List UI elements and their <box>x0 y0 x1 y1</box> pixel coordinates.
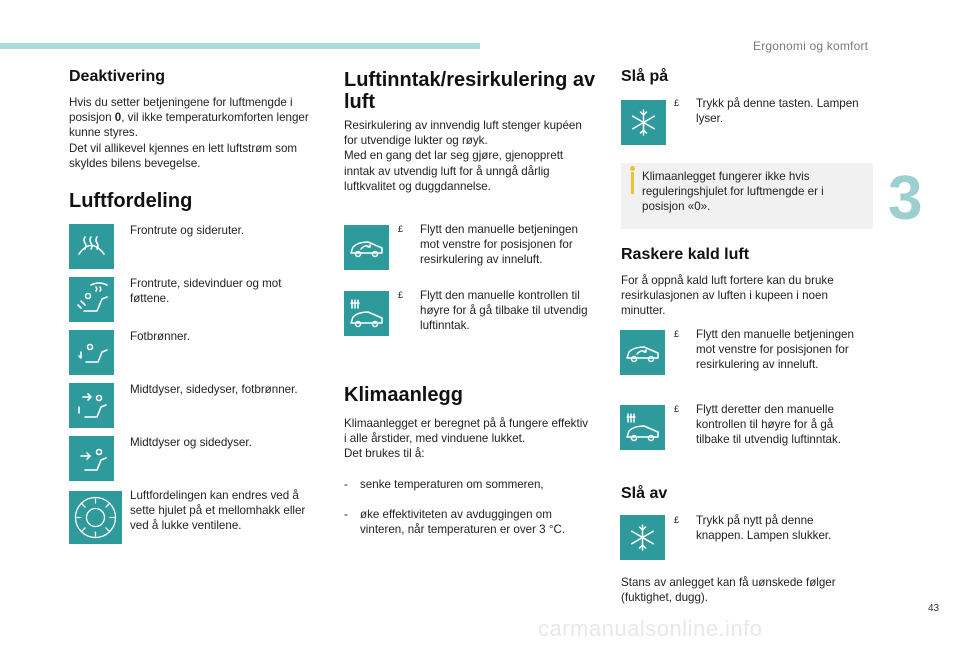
windshield-defrost-icon <box>69 224 114 269</box>
section-header-title: Ergonomi og komfort <box>753 39 869 53</box>
feet-vents-icon <box>69 330 114 375</box>
distribution-item-label: Midtdyser og sidedyser. <box>130 436 252 449</box>
distribution-dial-icon <box>69 491 122 544</box>
ac-snowflake-button-icon <box>620 515 665 560</box>
info-box <box>621 163 873 229</box>
faster-cold-step-left: £ Flytt den manuelle betjeningen mot venstre for posisjonen for resirkulering av inneluft. <box>674 328 854 372</box>
distribution-title: Luftfordeling <box>69 190 193 212</box>
distribution-item-label: Frontrute og sideruter. <box>130 224 245 237</box>
switch-on-step: £ Trykk på denne tasten. Lampen lyser. <box>674 97 859 126</box>
faster-cold-air-text: For å oppnå kald luft fortere kan du bruke resirkulasjonen av luften i kupeen i noen minutter. <box>621 274 834 318</box>
center-side-vents-icon <box>69 436 114 481</box>
air-conditioning-title: Klimaanlegg <box>344 384 463 406</box>
info-icon-bar <box>631 172 634 194</box>
recirculation-text: Resirkulering av innvendig luft stenger kupéen for utvendige lukter og røyk. Med en gang det lar seg gjøre, gjenopprett inntak av utvendig luft for å unngå dårlig luftkvalitet og duggdannelse. <box>344 119 582 193</box>
watermark: carmanualsonline.info <box>538 616 763 641</box>
recirculation-car-icon <box>620 330 665 375</box>
windshield-side-feet-icon <box>69 277 114 322</box>
header-accent-bar <box>0 43 480 49</box>
list-item: - øke effektiviteten av avduggingen om vinteren, når temperaturen er over 3 °C. <box>344 508 566 537</box>
outside-air-car-icon <box>620 405 665 450</box>
outside-air-car-icon <box>344 291 389 336</box>
ac-snowflake-button-icon <box>621 100 666 145</box>
list-item: - senke temperaturen om sommeren, <box>344 477 544 491</box>
distribution-item-label: Frontrute, sidevinduer og mot føttene. <box>130 277 282 305</box>
center-side-feet-vents-icon <box>69 383 114 428</box>
distribution-item-label: Luftfordelingen kan endres ved å sette hjulet på et mellomhakk eller ved å lukke ventilene. <box>130 489 306 532</box>
switch-off-title: Slå av <box>621 485 668 502</box>
recirculation-car-icon <box>344 225 389 270</box>
air-conditioning-text: Klimaanlegget er beregnet på å fungere effektiv i alle årstider, med vinduene lukket. Det brukes til å: - senke temperaturen om sommeren, - øke effektiviteten av avduggingen om vinteren, når temperaturen er over 3 °C. <box>344 416 609 553</box>
info-text: Klimaanlegget fungerer ikke hvis reguleringshjulet for luftmengde er i posisjon «0». <box>642 170 824 214</box>
outside-air-step-right: £ Flytt den manuelle kontrollen til høyre for å gå tilbake til utvendig luftinntak. <box>398 289 588 333</box>
distribution-item-label: Fotbrønner. <box>130 330 190 343</box>
page-number: 43 <box>928 603 940 614</box>
faster-cold-air-title: Raskere kald luft <box>621 246 750 263</box>
info-icon <box>630 166 635 171</box>
deactivation-title: Deaktivering <box>69 68 166 85</box>
faster-cold-step-right: £ Flytt deretter den manuelle kontrollen til høyre for å gå tilbake til utvendig luftinntak. <box>674 403 842 447</box>
distribution-item-label: Midtdyser, sidedyser, fotbrønner. <box>130 383 298 396</box>
deactivation-text: Hvis du setter betjeningene for luftmengde i posisjon 0, vil ikke temperaturkomforten lenger kunne styres. Det vil allikevel kjennes en lett luftstrøm som skyldes bilens bevegelse. <box>69 96 309 170</box>
recirculation-step-left: £ Flytt den manuelle betjeningen mot venstre for posisjonen for resirkulering av inneluft. <box>398 223 578 267</box>
switch-off-step: £ Trykk på nytt på denne knappen. Lampen slukker. <box>674 514 832 543</box>
switch-off-text: Stans av anlegget kan få uønskede følger (fuktighet, dugg). <box>621 576 836 605</box>
chapter-number: 3 <box>888 164 923 233</box>
switch-on-title: Slå på <box>621 68 669 85</box>
recirculation-title: Luftinntak/resirkulering av luft <box>344 69 596 113</box>
